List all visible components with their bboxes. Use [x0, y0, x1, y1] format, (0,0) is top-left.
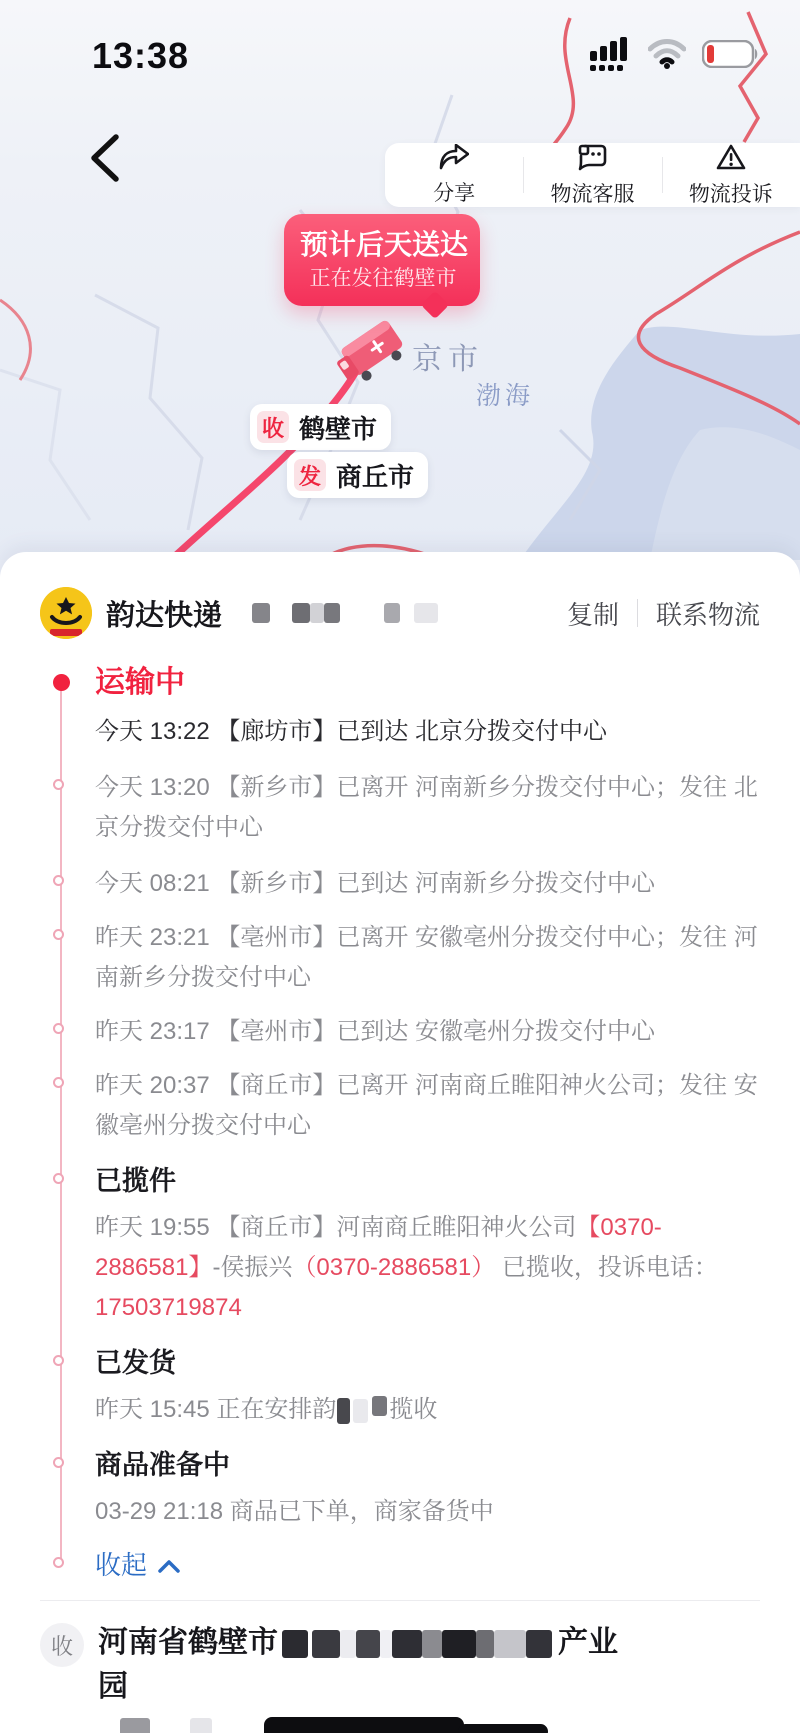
- battery-icon: [702, 40, 760, 73]
- timeline-dot: [53, 929, 64, 940]
- collapse-button[interactable]: 收起: [95, 1546, 760, 1584]
- yunda-logo-icon: [40, 587, 92, 639]
- send-tag: 发: [294, 459, 326, 491]
- receiver-tag: 收: [40, 1623, 84, 1667]
- receiver-address-row: [40, 1621, 760, 1709]
- contact-logistics-button[interactable]: 联系物流: [655, 599, 760, 630]
- header-divider: [637, 599, 638, 627]
- timeline-dot: [53, 1023, 64, 1034]
- censored-courier-name: [337, 1398, 350, 1424]
- copy-button[interactable]: 复制: [566, 599, 619, 630]
- receiver-city-badge: [250, 404, 391, 450]
- timeline-dot: [53, 1355, 64, 1366]
- cellular-signal-icon: [588, 37, 632, 76]
- timeline-dot: [53, 1077, 64, 1088]
- customer-service-icon: [577, 143, 607, 176]
- share-icon: [439, 144, 469, 175]
- preparing-title: 商品准备中: [95, 1450, 230, 1480]
- timeline-section-preparing: [95, 1446, 760, 1484]
- timeline-event: 昨天 20:37 【商丘市】已离开 河南商丘睢阳神火公司；发往 安徽亳州分拨交付中心: [95, 1066, 760, 1146]
- logistics-service-button[interactable]: [523, 143, 661, 207]
- timeline-dot: [53, 1173, 64, 1184]
- timeline-dot: [53, 875, 64, 886]
- censored-address: [278, 1626, 558, 1659]
- pickup-phone-bracket[interactable]: 【0370-2886581】: [95, 1214, 662, 1281]
- shipped-title: 已发货: [95, 1348, 176, 1378]
- logistics-service-label: 物流客服: [550, 182, 635, 206]
- picked-up-title: 已揽件: [95, 1166, 176, 1196]
- courier-name: 韵达快递: [106, 599, 223, 632]
- wifi-icon: [648, 39, 686, 74]
- picked-up-detail: 昨天 19:55 【商丘市】河南商丘睢阳神火公司【0370-2886581】-侯振兴（0370-2886581） 已揽收，投诉电话：17503719874: [95, 1214, 718, 1321]
- status-title: 运输中: [95, 666, 185, 699]
- timeline-section-shipped: [95, 1344, 760, 1382]
- map-label-bohai: 渤海: [476, 382, 535, 410]
- status-bar: [0, 28, 800, 84]
- share-button[interactable]: [385, 143, 523, 207]
- censored-phone-bar: [264, 1717, 464, 1733]
- preparing-detail: 03-29 21:18 商品已下单，商家备货中: [95, 1498, 494, 1525]
- censored-name: [190, 1718, 212, 1733]
- censored-courier-name: [372, 1396, 387, 1416]
- eta-tooltip: [284, 214, 480, 306]
- warning-triangle-icon: [715, 143, 747, 176]
- eta-subtitle: 正在发往鹤壁市: [309, 267, 457, 290]
- back-button[interactable]: [86, 132, 122, 189]
- timeline-dot: [53, 1557, 64, 1568]
- complaint-phone[interactable]: 17503719874: [95, 1294, 242, 1321]
- timeline-status-row: [95, 664, 760, 702]
- timeline-event: 昨天 23:17 【亳州市】已到达 安徽亳州分拨交付中心: [95, 1012, 760, 1052]
- logistics-complaint-button[interactable]: [662, 143, 800, 207]
- card-header: [40, 586, 760, 640]
- timeline-dot: [53, 1457, 64, 1468]
- map-section: [0, 0, 800, 560]
- chevron-up-icon: [157, 1546, 181, 1584]
- timeline-event: 昨天 23:21 【亳州市】已离开 安徽亳州分拨交付中心；发往 河南新乡分拨交付中心: [95, 918, 760, 998]
- logistics-complaint-label: 物流投诉: [688, 182, 773, 206]
- censored-courier-name: [353, 1399, 368, 1423]
- sender-city-badge: [287, 452, 428, 498]
- timeline-section-picked-up: [95, 1162, 760, 1200]
- timeline-event-current: 今天 13:22 【廊坊市】已到达 北京分拨交付中心: [95, 718, 608, 745]
- map-toolbar: [385, 143, 800, 207]
- eta-title: 预计后天送达: [300, 229, 469, 260]
- tracking-timeline: [52, 664, 760, 1584]
- receiver-address: 河南省鹤壁市 产业 园: [98, 1626, 618, 1703]
- censored-tracking-number: [238, 603, 567, 623]
- timeline-dot: [53, 779, 64, 790]
- map-label-beijing: 京市: [412, 343, 484, 376]
- tracking-card: [0, 552, 800, 1733]
- truck-marker-icon: [330, 308, 420, 391]
- section-divider: [40, 1600, 760, 1601]
- collapse-row: [95, 1546, 760, 1584]
- sender-city: 商丘市: [336, 461, 415, 492]
- shipped-detail: 昨天 15:45 正在安排韵 揽收: [95, 1396, 438, 1423]
- receive-tag: 收: [257, 411, 289, 443]
- timeline-event: 今天 13:20 【新乡市】已离开 河南新乡分拨交付中心；发往 北京分拨交付中心: [95, 768, 760, 848]
- censored-name: [120, 1718, 150, 1733]
- censored-contact-row: [120, 1717, 760, 1733]
- timeline-event: 今天 08:21 【新乡市】已到达 河南新乡分拨交付中心: [95, 864, 760, 904]
- timeline-dot-active: [53, 674, 70, 691]
- pickup-phone[interactable]: （0370-2886581）: [292, 1254, 496, 1281]
- censored-phone-bar: [458, 1724, 548, 1733]
- clock: 13:38: [92, 35, 190, 76]
- timeline-rail: [60, 684, 62, 1562]
- share-label: 分享: [433, 181, 476, 205]
- receiver-city: 鹤壁市: [299, 413, 378, 444]
